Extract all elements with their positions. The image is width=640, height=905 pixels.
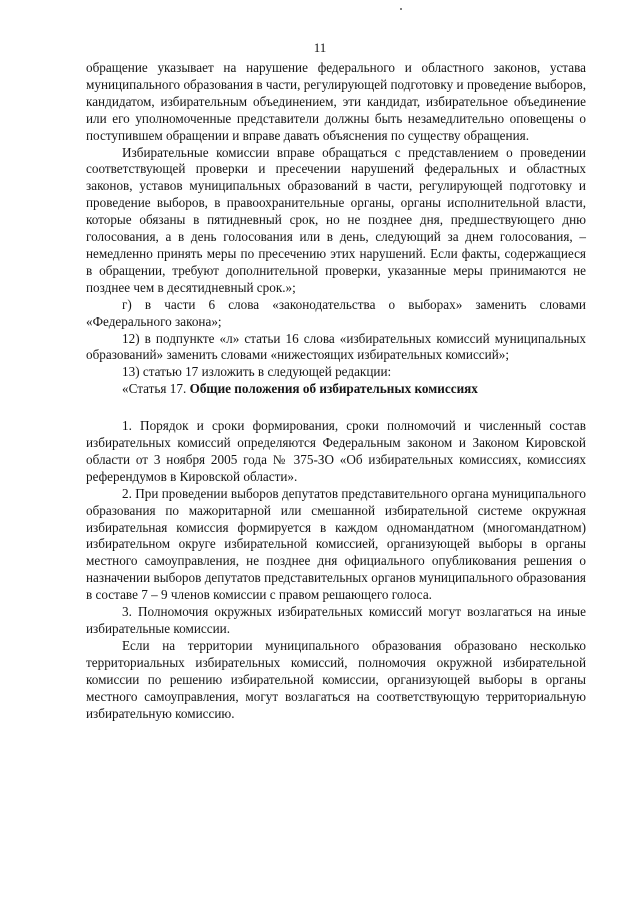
document-body bbox=[86, 60, 586, 722]
scan-speck bbox=[400, 8, 402, 10]
paragraph-commission-appeal: Избирательные комиссии вправе обращаться с представлением о проведении соответствующей проверки и пресечении нарушений федеральных и областных законов, уставов муниципальных образований в части, регулирующей подготовку и проведение выборов, в правоохранительные органы, органы исполнительной власти, которые обязаны в пятидневный срок, но не позднее дня, предшествующего дню голосования, а в день голосования или в день, следующий за днем голосования, – немедленно принять меры по пресечению этих нарушений. Если факты, содержащиеся в обращении, требуют дополнительной проверки, указанные меры принимаются не позднее чем в десятидневный срок.»; bbox=[86, 144, 586, 295]
page-number: 11 bbox=[313, 40, 327, 55]
article-17-clause-3-continued: Если на территории муниципального образования образовано несколько территориальных избирательных комиссий, полномочия окружной избирательной комиссии по решению избирательной комиссии, организующей выборы в органы местного самоуправления, могут возлагаться на соответствующую территориальную избирательную комиссию. bbox=[86, 637, 586, 721]
article-17-clause-2: 2. При проведении выборов депутатов представительного органа муниципального образования по мажоритарной или смешанной избирательной системе окружная избирательная комиссия формируется в каждом одномандатном (многомандатном) избирательном округе избирательной комиссией, организующей выборы в органы местного самоуправления, не позднее дня официального опубликования решения о назначении выборов депутатов представительных органов муниципального образования в составе 7 – 9 членов комиссии с правом решающего голоса. bbox=[86, 485, 586, 603]
article-17-clause-1: 1. Порядок и сроки формирования, сроки полномочий и численный состав избирательных комиссий определяются Федеральным законом и Законом Кировской области от 3 ноября 2005 года № 375-ЗО «Об избирательных комиссиях, комиссиях референдумов в Кировской области». bbox=[86, 418, 586, 484]
paragraph-amendment-g: г) в части 6 слова «законодательства о выборах» заменить словами «Федерального закона»; bbox=[86, 296, 586, 329]
article-17-label: «Статья 17. bbox=[122, 381, 190, 397]
paragraph-amendment-12: 12) в подпункте «л» статьи 16 слова «избирательных комиссий муниципальных образований» заменить словами «нижестоящих избирательных комиссий»; bbox=[86, 330, 586, 363]
paragraph-amendment-13: 13) статью 17 изложить в следующей редакции: bbox=[122, 364, 392, 380]
article-17-heading bbox=[86, 381, 586, 398]
article-17-clause-3: 3. Полномочия окружных избирательных комиссий могут возлагаться на иные избирательные комиссии. bbox=[86, 604, 586, 636]
paragraph-continuation: обращение указывает на нарушение федерального и областного законов, устава муниципального образования в части, регулирующей подготовку и проведение выборов, кандидатом, избирательным объединением, эти кандидат, избирательное объединение или его уполномоченные представители должны быть незамедлительно оповещены о поступившем обращении и вправе давать объяснения по существу обращения. bbox=[86, 60, 586, 143]
article-17-title: Общие положения об избирательных комиссиях bbox=[189, 381, 478, 397]
